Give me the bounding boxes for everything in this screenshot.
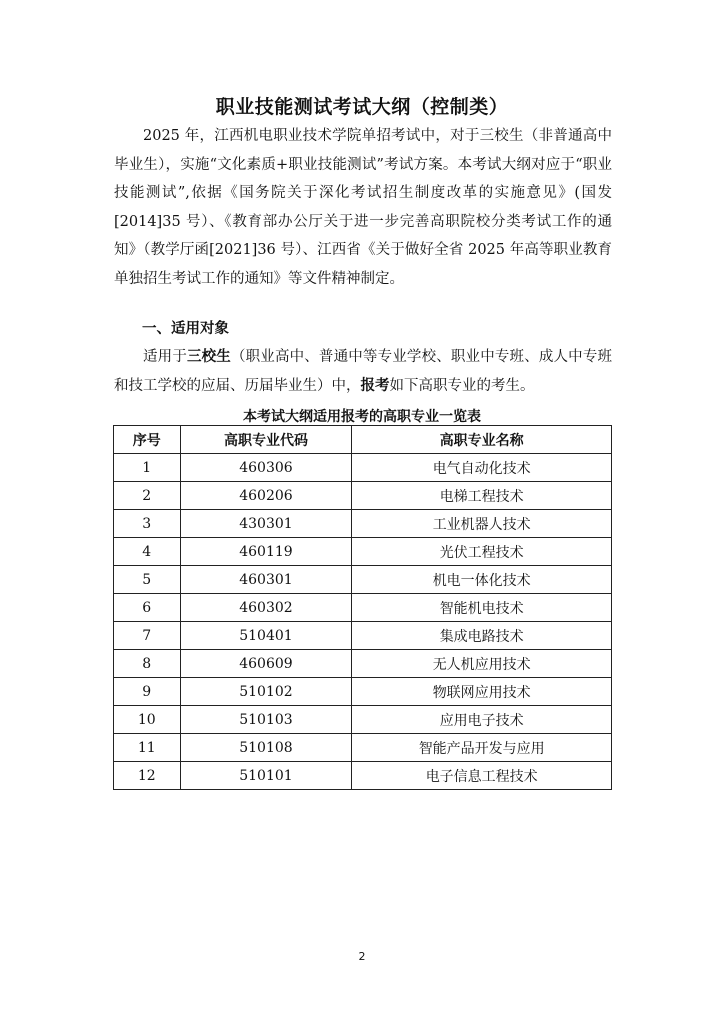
cell-code: 510103 (180, 706, 352, 734)
table-header-row (114, 426, 612, 454)
cell-code: 510108 (180, 734, 352, 762)
table-row (114, 734, 612, 762)
cell-name: 应用电子技术 (352, 706, 612, 734)
cell-code: 460301 (180, 566, 352, 594)
cell-code: 460306 (180, 454, 352, 482)
section-heading: 一、适用对象 (142, 321, 229, 337)
table-row (114, 566, 612, 594)
table-row (114, 482, 612, 510)
cell-name: 电梯工程技术 (352, 482, 612, 510)
cell-name: 工业机器人技术 (352, 510, 612, 538)
table-row (114, 538, 612, 566)
eligibility-paragraph (114, 343, 612, 400)
cell-code: 460119 (180, 538, 352, 566)
header-name: 高职专业名称 (352, 426, 612, 454)
eligibility-text-b: （职业高中、普通中等专业学校、职业中专班、成人中专班和技工学校的应届、历届毕业生）中， (114, 349, 612, 394)
cell-name: 电气自动化技术 (352, 454, 612, 482)
cell-code: 460609 (180, 650, 352, 678)
cell-name: 智能产品开发与应用 (352, 734, 612, 762)
cell-serial: 10 (114, 706, 181, 734)
table-row (114, 594, 612, 622)
header-code: 高职专业代码 (180, 426, 352, 454)
cell-code: 460302 (180, 594, 352, 622)
table-row (114, 762, 612, 790)
cell-name: 机电一体化技术 (352, 566, 612, 594)
cell-name: 智能机电技术 (352, 594, 612, 622)
eligibility-bold-three-schools: 三校生 (186, 349, 231, 365)
majors-table (113, 425, 612, 790)
table-row (114, 622, 612, 650)
cell-name: 光伏工程技术 (352, 538, 612, 566)
page-number: 2 (358, 950, 366, 963)
table-row (114, 454, 612, 482)
cell-serial: 12 (114, 762, 181, 790)
eligibility-text-c: 如下高职专业的考生。 (389, 377, 535, 394)
table-body (114, 454, 612, 790)
cell-serial: 7 (114, 622, 181, 650)
table-row (114, 510, 612, 538)
cell-code: 460206 (180, 482, 352, 510)
intro-paragraph: 2025 年，江西机电职业技术学院单招考试中，对于三校生（非普通高中毕业生），实施“文化素质+职业技能测试”考试方案。本考试大纲对应于“职业技能测试”,依据《国务院关于深化考试招生制度改革的实施意见》(国发[2014]35 号）、《教育部办公厅关于进一步完善高职院校分类考试工作的通知》（教学厅函[2021]36 号）、江西省《关于做好全省 2025 年高等职业教育单独招生考试工作的通知》等文件精神制定。 (114, 128, 612, 287)
cell-serial: 2 (114, 482, 181, 510)
cell-name: 无人机应用技术 (352, 650, 612, 678)
header-serial: 序号 (114, 426, 181, 454)
table-row (114, 706, 612, 734)
cell-serial: 4 (114, 538, 181, 566)
cell-name: 集成电路技术 (352, 622, 612, 650)
table-caption: 本考试大纲适用报考的高职专业一览表 (243, 409, 481, 425)
table-row (114, 650, 612, 678)
cell-name: 物联网应用技术 (352, 678, 612, 706)
eligibility-text-a: 适用于 (143, 349, 187, 365)
cell-serial: 1 (114, 454, 181, 482)
cell-serial: 8 (114, 650, 181, 678)
cell-serial: 5 (114, 566, 181, 594)
eligibility-bold-apply: 报考 (360, 377, 390, 394)
page-title: 职业技能测试考试大纲（控制类） (215, 96, 509, 118)
cell-code: 510401 (180, 622, 352, 650)
cell-serial: 11 (114, 734, 181, 762)
cell-serial: 3 (114, 510, 181, 538)
table-row (114, 678, 612, 706)
cell-name: 电子信息工程技术 (352, 762, 612, 790)
cell-code: 430301 (180, 510, 352, 538)
cell-code: 510101 (180, 762, 352, 790)
cell-serial: 9 (114, 678, 181, 706)
cell-serial: 6 (114, 594, 181, 622)
cell-code: 510102 (180, 678, 352, 706)
